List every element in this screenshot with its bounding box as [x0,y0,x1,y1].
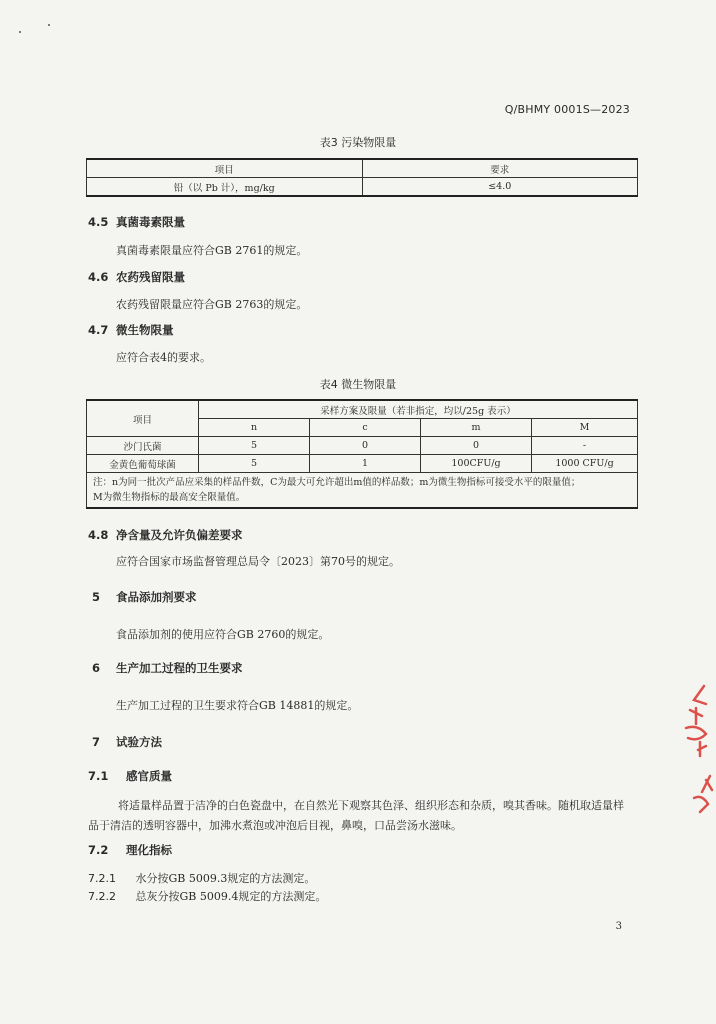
table-cell: 铅（以 Pb 计），mg/kg [87,178,363,197]
section-heading [92,660,243,676]
section-number: 7.1 [88,769,109,783]
table-cell: 5 [199,455,310,473]
section-heading [88,527,243,543]
table-row [87,178,638,197]
table3-caption: 表3 污染物限量 [319,136,397,149]
page-number: 3 [615,921,622,932]
table-header-cell: m [421,419,532,437]
table-cell: 1000 CFU/g [532,455,638,473]
section-number: 5 [92,590,101,604]
table-note-line: M为微生物指标的最高安全限量值。 [93,492,246,503]
table-cell: - [532,437,638,455]
seal-icon [676,680,716,830]
section-number: 6 [92,661,101,675]
section-title: 感官质量 [126,769,173,783]
section-number: 7 [92,735,101,749]
section-number: 7.2 [88,843,109,857]
scan-speck [48,24,50,26]
table4-caption: 表4 微生物限量 [319,378,397,391]
paragraph: 应符合国家市场监督管理总局令〔2023〕第70号的规定。 [116,555,400,568]
scan-speck [19,31,21,33]
table4 [86,399,638,509]
section-title: 真菌毒素限量 [116,215,186,229]
table-note-line: 注：n为同一批次产品应采集的样品件数，C为最大可允许超出m值的样品数；m为微生物指标可接受水平的限量值； [93,477,581,488]
item-number: 7.2.2 [88,890,116,903]
table-note-row [87,473,638,509]
section-title: 生产加工过程的卫生要求 [116,661,243,675]
section-number: 4.5 [88,215,109,229]
section-title: 净含量及允许负偏差要求 [116,528,243,542]
section-title: 食品添加剂要求 [116,590,197,604]
section-title: 试验方法 [116,735,163,749]
section-number: 4.6 [88,270,109,284]
table-header-cell: n [199,419,310,437]
standard-code: Q/BHMY 0001S—2023 [504,103,630,116]
paragraph: 生产加工过程的卫生要求符合GB 14881的规定。 [116,699,359,712]
table-note [87,473,638,509]
table-header-cell: 项目 [87,400,199,437]
section-heading [92,734,162,750]
list-item [88,870,315,886]
table-header-cell: 采样方案及限量（若非指定，均以/25g 表示） [199,400,638,419]
paragraph: 食品添加剂的使用应符合GB 2760的规定。 [116,628,330,641]
table-cell: 0 [421,437,532,455]
section-heading [88,214,185,230]
table-cell: 100CFU/g [421,455,532,473]
table-row [87,455,638,473]
section-heading [88,768,172,784]
table-header-cell: c [310,419,421,437]
table-cell: 沙门氏菌 [87,437,199,455]
table-cell: ≤4.0 [362,178,638,197]
table-row [87,437,638,455]
table-header-cell: M [532,419,638,437]
item-text: 水分按GB 5009.3规定的方法测定。 [135,872,316,885]
item-number: 7.2.1 [88,872,116,885]
section-heading [88,269,185,285]
item-text: 总灰分按GB 5009.4规定的方法测定。 [135,890,327,903]
table-cell: 金黄色葡萄球菌 [87,455,199,473]
section-title: 微生物限量 [116,323,174,337]
table-header-row [87,159,638,178]
section-title: 理化指标 [126,843,173,857]
paragraph: 将适量样品置于洁净的白色瓷盘中，在自然光下观察其色泽、组织形态和杂质，嗅其香味。随机取适量样品于清洁的透明容器中，加沸水煮泡或冲泡后目视，鼻嗅，口品尝汤水滋味。 [88,799,624,832]
table3 [86,158,638,197]
section-heading [88,842,172,858]
section-title: 农药残留限量 [116,270,186,284]
paragraph: 真菌毒素限量应符合GB 2761的规定。 [116,244,308,257]
table-cell: 0 [310,437,421,455]
table-header-cell: 项目 [87,159,363,178]
section-number: 4.8 [88,528,109,542]
table-header-cell: 要求 [362,159,638,178]
table-cell: 5 [199,437,310,455]
paragraph: 农药残留限量应符合GB 2763的规定。 [116,298,308,311]
paragraph: 应符合表4的要求。 [116,351,211,364]
list-item [88,888,326,904]
section-heading [92,589,197,605]
section-number: 4.7 [88,323,109,337]
table-cell: 1 [310,455,421,473]
table-header-row [87,400,638,419]
section-heading [88,322,174,338]
